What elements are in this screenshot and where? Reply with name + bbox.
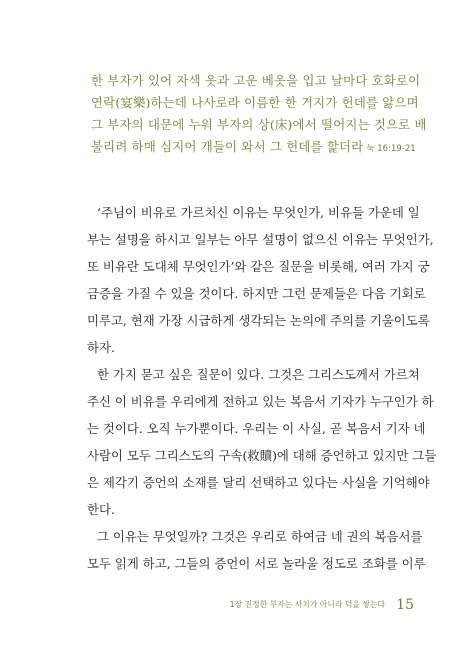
body-line: 는 것이다. 오직 누가뿐이다. 우리는 이 사실, 곧 복음서 기자 네 — [87, 421, 426, 436]
body-line: 은 제각기 증언의 소재를 달리 선택하고 있다는 사실을 기억해야 — [87, 475, 430, 490]
scripture-quote — [91, 70, 427, 158]
body-line: 한 가지 묻고 싶은 질문이 있다. 그것은 그리스도께서 가르쳐 — [97, 367, 420, 382]
scripture-reference: 눅 16:19-21 — [366, 144, 416, 154]
body-line: 금증을 가질 수 있을 것이다. 하지만 그런 문제들은 다음 기회로 — [87, 286, 426, 301]
body-line: 모두 읽게 하고, 그들의 증언이 서로 놀라울 정도로 조화를 이루 — [87, 556, 426, 571]
quote-line: 연락(宴樂)하는데 나사로라 이름한 한 거지가 헌데를 앓으며 — [91, 95, 419, 110]
body-text — [87, 199, 437, 577]
page-number: 15 — [396, 596, 414, 613]
body-line: 하자. — [87, 340, 115, 355]
body-line: ‘주님이 비유로 가르치신 이유는 무엇인가, 비유들 가운데 일 — [97, 205, 420, 220]
body-line: 그 이유는 무엇일까? 그것은 우리로 하여금 네 권의 복음서를 — [97, 529, 423, 544]
quote-line-text: 불리려 하매 심지어 개들이 와서 그 헌데를 핥더라 — [91, 139, 364, 154]
body-line: 또 비유란 도대체 무엇인가’와 같은 질문을 비롯해, 여러 가지 궁 — [87, 259, 430, 274]
quote-line: 그 부자의 대문에 누워 부자의 상(床)에서 떨어지는 것으로 배 — [91, 117, 427, 132]
body-line: 부는 설명을 하시고 일부는 아무 설명이 없으신 이유는 무엇인가, — [87, 232, 434, 247]
body-line: 사람이 모두 그리스도의 구속(救贖)에 대해 증언하고 있지만 그들 — [87, 448, 437, 463]
quote-line: 한 부자가 있어 자색 옷과 고운 베옷을 입고 날마다 호화로이 — [91, 73, 421, 88]
page-footer — [230, 594, 414, 613]
body-line: 한다. — [87, 502, 115, 517]
body-line: 주신 이 비유를 우리에게 전하고 있는 복음서 기자가 누구인가 하 — [87, 394, 434, 409]
body-line: 미루고, 현재 가장 시급하게 생각되는 논의에 주의를 기울이도록 — [87, 313, 430, 328]
chapter-title: 1장 진정한 부자는 사치가 아니라 덕을 쌓는다 — [229, 600, 386, 609]
quote-line-last — [91, 136, 416, 158]
